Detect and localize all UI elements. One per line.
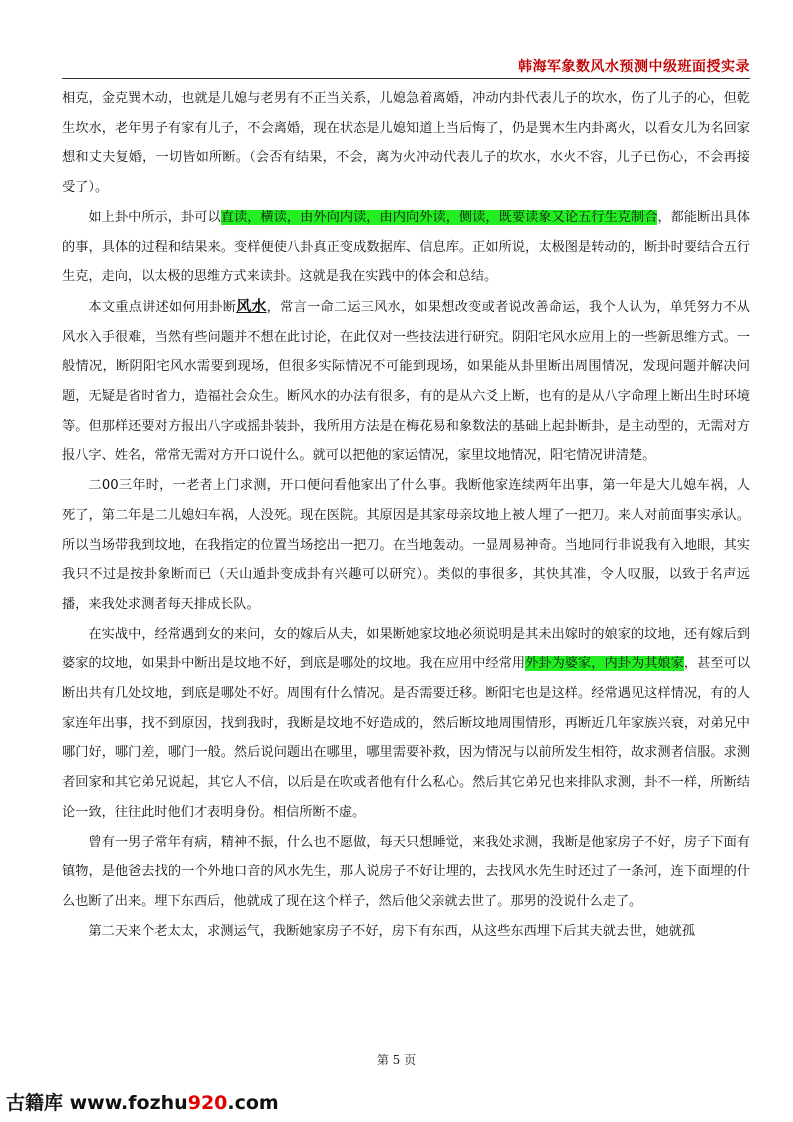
paragraph-5-text-b: ，甚至可以断出共有几处坟地，到底是哪处不好。周围有什么情况。是否需要迁移。断阳宅也是这样。经常遇见这样情况，有的人家连年出事，找不到原因，找到我时，我断是坟地不好造成的，然后断坟地周围情形，再断近几年家族兴衰，对弟兄中哪门好，哪门差，哪门一般。然后说问题出在哪里，哪里需要补救，因为情况与以前所发生相符，故求测者信服。求测者回家和其它弟兄说起，其它人不信，以后是在吹或者他有什么私心。然后其它弟兄也来排队求测，卦不一样，所断结论一致，往往此时他们才表明身份。相信所断不虚。 bbox=[62, 656, 751, 820]
watermark-text: 古籍库 www.fozhu bbox=[6, 1092, 188, 1114]
paragraph-6: 曾有一男子常年有病，精神不振，什么也不愿做，每天只想睡觉，来我处求测，我断是他家房子不好，房子下面有镇物，是他爸去找的一个外地口音的风水先生，那人说房子不好让埋的，去找风水先生时还过了一条河，连下面埋的什么也断了出来。埋下东西后，他就成了现在这个样子，然后他父亲就去世了。那男的没说什么走了。 bbox=[62, 834, 750, 909]
paragraph-3-text-a: 本文重点讲述如何用卦断 bbox=[88, 299, 237, 315]
paragraph-2 bbox=[62, 203, 750, 292]
paragraph-1: 相克，金克巽木动，也就是儿媳与老男有不正当关系，儿媳急着离婚，冲动内卦代表儿子的坎水，伤了儿子的心，但乾生坎水，老年男子有家有儿子，不会离婚，现在状态是儿媳知道上当后悔了，仍是巽木生内卦离火，以看女儿为名回家想和丈夫复婚，一切皆如所断。（会否有结果，不会，离为火冲动代表儿子的坎水，水火不容，儿子已伤心，不会再接受了）。 bbox=[62, 91, 750, 196]
paragraph-2-text-a: 如上卦中所示，卦可以 bbox=[88, 209, 221, 225]
paragraph-4: 二00三年时，一老者上门求测，开口便问看他家出了什么事。我断他家连续两年出事，第一年是大儿媳车祸，人死了，第二年是二儿媳妇车祸，人没死。现在医院。其原因是其家母亲坟地上被人埋了一把刀。来人对前面事实承认。所以当场带我到坟地，在我指定的位置当场挖出一把刀。在当地轰动。一显周易神奇。当地同行非说我有入地眼，其实我只不过是按卦象断而已（天山遁卦变成卦有兴趣可以研究）。类似的事很多，其快其准，令人叹服，以致于名声远播，来我处求测者每天排成长队。 bbox=[62, 478, 750, 612]
watermark-number: 920 bbox=[187, 1092, 228, 1114]
header-title: 韩海军象数风水预测中级班面授实录 bbox=[518, 59, 750, 75]
paragraph-5 bbox=[62, 620, 750, 828]
site-watermark bbox=[6, 1088, 279, 1115]
page-number: 第 5 页 bbox=[376, 1053, 417, 1067]
document-body bbox=[62, 84, 750, 946]
paragraph-7: 第二天来个老太太，求测运气，我断她家房子不好，房下有东西，从这些东西埋下后其夫就去世，她就孤 bbox=[88, 923, 696, 939]
paragraph-5-text-a: 在实战中，经常遇到女的来问，女的嫁后从夫，如果断她家坟地必须说明是其未出嫁时的娘家的坟地，还有嫁后到婆家的坟地，如果卦中断出是坟地不好，到底是哪处的坟地。我在应用中经常用 bbox=[62, 626, 750, 672]
page-header bbox=[62, 52, 750, 79]
highlighted-text: 直读，横读，由外向内读，由内向外读，侧读，既要读象又论五行生克制合 bbox=[220, 209, 658, 225]
paragraph-3 bbox=[62, 292, 750, 471]
highlighted-text: 外卦为婆家，内卦为其娘家 bbox=[525, 656, 684, 672]
keyword-link[interactable]: 风水 bbox=[236, 296, 267, 315]
watermark-tail: .com bbox=[227, 1092, 279, 1114]
paragraph-3-text-b: ，常言一命二运三风水，如果想改变或者说改善命运，我个人认为，单凭努力不从风水入手很难，当然有些问题并不想在此讨论，在此仅对一些技法进行研究。阴阳宅风水应用上的一些新思维方式。一般情况，断阴阳宅风水需要到现场，但很多实际情况不可能到现场，如果能从卦里断出周围情况，发现问题并解决问题，无疑是省时省力，造福社会众生。断风水的办法有很多，有的是从六爻上断，也有的是从八字命理上断出生时环境等。但那样还要对方报出八字或摇卦装卦，我所用方法是在梅花易和象数法的基础上起卦断卦，是主动型的，无需对方报八字、姓名，常常无需对方开口说什么。就可以把他的家运情况，家里坟地情况，阳宅情况讲清楚。 bbox=[62, 299, 750, 464]
paragraph-2-text-b: ，都能断出具体的事，具体的过程和结果来。变样便使八卦真正变成数据库、信息库。正如所说，太极图是转动的，断卦时要结合五行生克，走向，以太极的思维方式来读卦。这就是我在实践中的体会和总结。 bbox=[62, 209, 751, 285]
